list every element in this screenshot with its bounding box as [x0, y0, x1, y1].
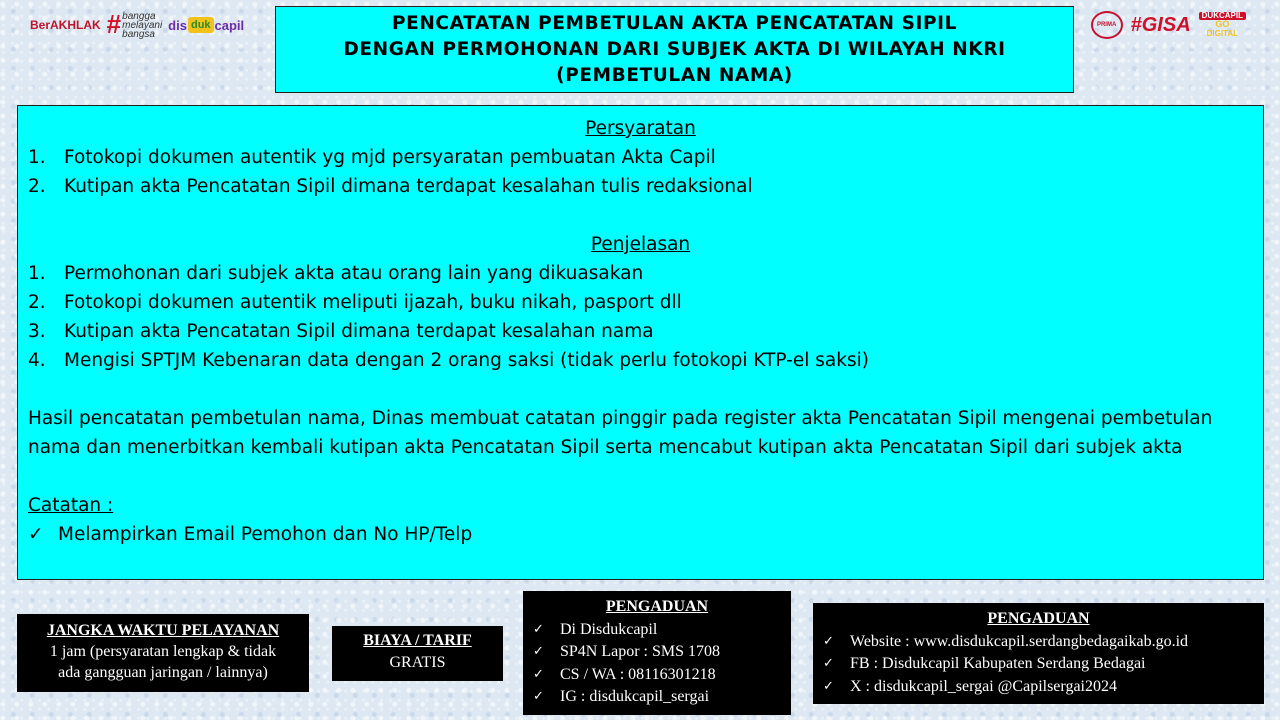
check-icon: ✓: [533, 644, 544, 659]
jangka-waktu-heading: JANGKA WAKTU PELAYANAN: [46, 622, 280, 639]
left-logos: [30, 10, 244, 40]
check-icon: ✓: [823, 656, 834, 671]
list-item: ✓ X : disdukcapil_sergai @Capilsergai2024: [823, 676, 1264, 699]
list-item: 3. Kutipan akta Pencatatan Sipil dimana terdapat kesalahan nama: [28, 321, 654, 342]
gisa-logo: #GISA: [1130, 14, 1191, 36]
pengaduan-heading: PENGADUAN: [987, 610, 1090, 627]
pengaduan-box-1: [523, 591, 791, 715]
check-icon: ✓: [533, 666, 544, 682]
jangka-waktu-box: JANGKA WAKTU PELAYANAN 1 jam (persyaratan lengkap & tidak ada gangguan jaringan / lainnya): [17, 614, 309, 692]
hasil-paragraph: Hasil pencatatan pembetulan nama, Dinas membuat catatan pinggir pada register akta Pencatatan Sipil mengenai pembetulan nama dan menerbitkan kembali kutipan akta Pencatatan Sipil serta mencabut kutipan akta Pencatatan Sipil dari subjek akta: [28, 408, 1213, 458]
biaya-value: GRATIS: [389, 654, 446, 671]
dukcapil-go-digital-logo: DUKCAPIL GO DIGITAL: [1199, 12, 1246, 38]
list-item: 2. Fotokopi dokumen autentik meliputi ijazah, buku nikah, pasport dll: [28, 292, 682, 313]
check-icon: ✓: [533, 689, 544, 704]
list-item: 4. Mengisi SPTJM Kebenaran data dengan 2 orang saksi (tidak perlu fotokopi KTP-el saksi): [28, 350, 869, 371]
check-icon: ✓: [28, 524, 44, 545]
pengaduan-box-2: [813, 603, 1264, 704]
list-item: ✓ Website : www.disdukcapil.serdangbedagaikab.go.id: [823, 631, 1264, 654]
list-item: ✓ SP4N Lapor : SMS 1708: [533, 641, 791, 664]
list-item: ✓ Melampirkan Email Pemohon dan No HP/Telp: [28, 520, 1253, 549]
persyaratan-heading: Persyaratan: [585, 118, 696, 139]
list-item: ✓ FB : Disdukcapil Kabupaten Serdang Bedagai: [823, 653, 1264, 676]
list-item: 2. Kutipan akta Pencatatan Sipil dimana terdapat kesalahan tulis redaksional: [28, 176, 753, 197]
berakhlak-logo: BerAKHLAK: [30, 18, 101, 32]
pengaduan-heading: PENGADUAN: [605, 598, 709, 615]
list-item: 1. Permohonan dari subjek akta atau orang lain yang dikuasakan: [28, 263, 644, 284]
biaya-box: [332, 626, 503, 681]
title-line-3: (PEMBETULAN NAMA): [556, 64, 793, 86]
disdukcapil-logo: dis duk capil: [168, 17, 245, 33]
right-logos: [1091, 10, 1246, 40]
catatan-heading: Catatan :: [28, 495, 114, 516]
page-title: [275, 6, 1074, 93]
check-icon: ✓: [823, 633, 834, 649]
list-item: 1. Fotokopi dokumen autentik yg mjd persyaratan pembuatan Akta Capil: [28, 147, 716, 168]
list-item: ✓ Di Disdukcapil: [533, 619, 791, 642]
title-line-2: DENGAN PERMOHONAN DARI SUBJEK AKTA DI WILAYAH NKRI: [343, 38, 1006, 60]
biaya-heading: BIAYA / TARIF: [363, 632, 472, 649]
title-line-1: PENCATATAN PEMBETULAN AKTA PENCATATAN SIPIL: [391, 12, 958, 34]
main-panel: [17, 105, 1264, 580]
dukcapil-prima-logo: PRIMA: [1091, 11, 1123, 39]
check-icon: ✓: [823, 678, 834, 694]
list-item: ✓ CS / WA : 08116301218: [533, 664, 791, 687]
bangga-melayani-bangsa-logo: # bangga melayani bangsa: [106, 9, 163, 40]
penjelasan-heading: Penjelasan: [590, 234, 691, 255]
list-item: ✓ IG : disdukcapil_sergai: [533, 686, 791, 709]
check-icon: ✓: [533, 621, 544, 637]
